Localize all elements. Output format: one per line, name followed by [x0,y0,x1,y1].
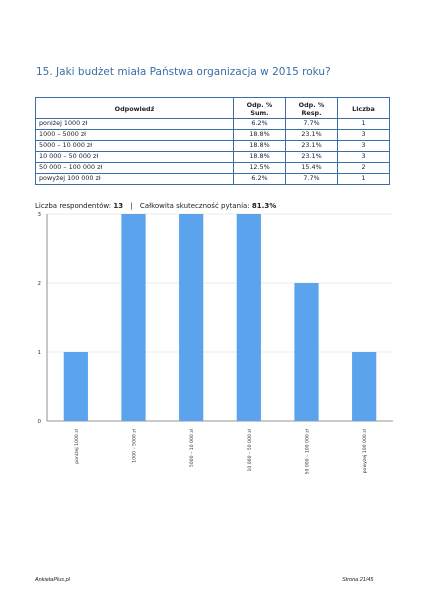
row-resp: 7.7% [286,174,338,185]
row-resp: 23.1% [286,152,338,163]
row-label: powyżej 100 000 zł [36,174,234,185]
y-tick-label: 0 [37,419,41,425]
y-tick-label: 2 [37,281,41,287]
bar [294,283,318,421]
header-sum-line1: Odp. % [246,100,273,109]
row-label: 10 000 – 50 000 zł [36,152,234,163]
row-label: 5000 – 10 000 zł [36,141,234,152]
header-answer: Odpowiedź [36,98,234,119]
row-label: poniżej 1000 zł [36,119,234,130]
row-resp: 23.1% [286,141,338,152]
row-resp: 23.1% [286,130,338,141]
y-tick-label: 3 [37,212,41,218]
x-category-label: 1000 – 5000 zł [132,429,138,463]
row-count: 2 [338,163,390,174]
row-sum: 6.2% [234,174,286,185]
header-count: Liczba [338,98,390,119]
bar [237,214,261,421]
x-category-label: 10 000 – 50 000 zł [247,429,253,472]
x-category-label: powyżej 100 000 zł [363,429,369,474]
row-label: 50 000 – 100 000 zł [36,163,234,174]
x-category-label: poniżej 1000 zł [74,429,80,464]
effectiveness-value: 81.3% [251,202,277,210]
row-resp: 15.4% [286,163,338,174]
x-category-label: 50 000 – 100 000 zł [305,429,311,475]
row-sum: 6.2% [234,119,286,130]
respondents-label: Liczba respondentów: [35,202,112,210]
row-count: 1 [338,174,390,185]
header-resp-line1: Odp. % [298,100,325,109]
row-sum: 18.8% [234,130,286,141]
y-tick-label: 1 [37,350,41,356]
question-title: 15. Jaki budżet miała Państwa organizacja w 2015 roku? [36,66,331,78]
row-resp: 7.7% [286,119,338,130]
respondents-value: 13 [113,202,124,210]
row-sum: 18.8% [234,152,286,163]
row-sum: 12.5% [234,163,286,174]
effectiveness-label: Całkowita skuteczność pytania: [139,202,250,210]
row-count: 1 [338,119,390,130]
row-sum: 18.8% [234,141,286,152]
row-label: 1000 – 5000 zł [36,130,234,141]
x-category-label: 5000 – 10 000 zł [190,429,196,468]
row-count: 3 [338,130,390,141]
bar [352,352,376,421]
footer-brand: AnkietaPlus.pl [35,577,70,583]
header-resp-line2: Resp. [301,108,322,117]
bar [179,214,203,421]
stats-separator: | [130,202,133,210]
footer-page-number: Strona 21/45 [342,577,374,583]
bar [64,352,88,421]
header-sum-line2: Sum. [250,108,269,117]
row-count: 3 [338,152,390,163]
row-count: 3 [338,141,390,152]
bar [121,214,145,421]
